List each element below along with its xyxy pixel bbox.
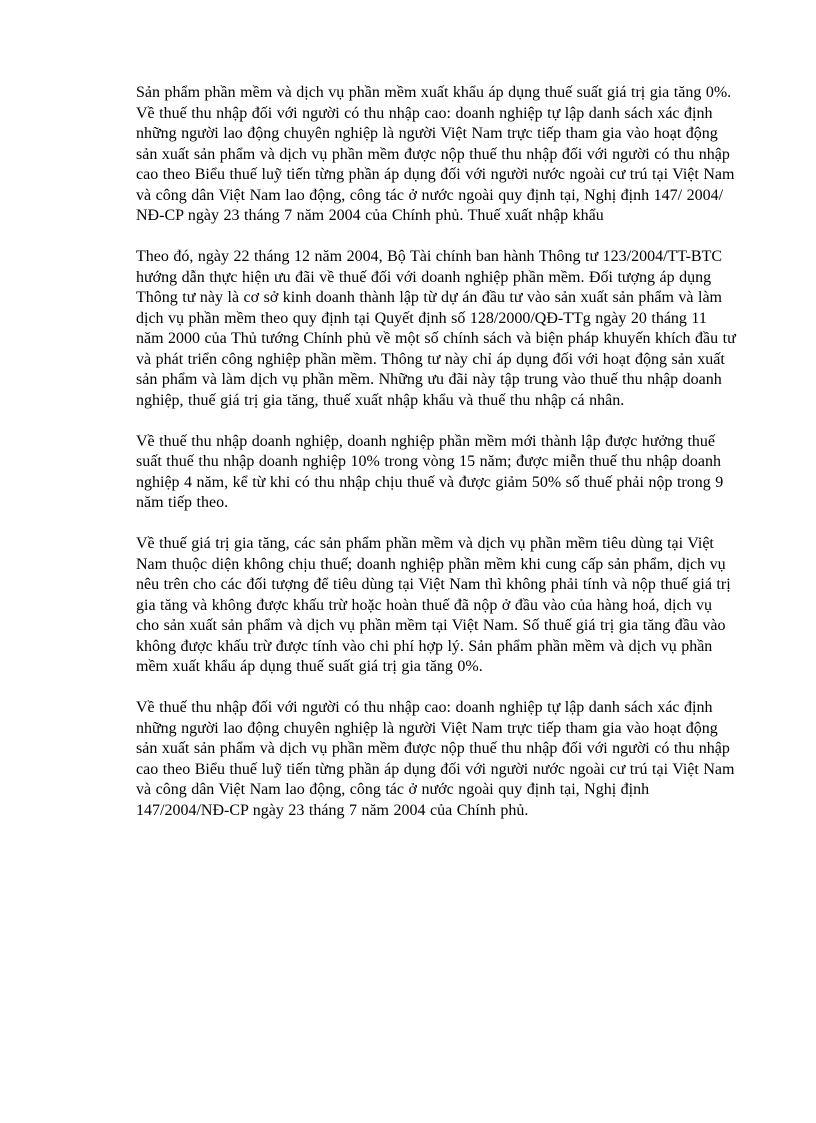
document-page	[136, 83, 736, 842]
paragraph-1: Sản phẩm phần mềm và dịch vụ phần mềm xuất khẩu áp dụng thuế suất giá trị gia tăng 0%. Về thuế thu nhập đối với người có thu nhập cao: doanh nghiệp tự lập danh sách xác định những người lao động chuyên nghiệp là người Việt Nam trực tiếp tham gia vào hoạt động sản xuất sản phẩm và dịch vụ phần mềm được nộp thuế thu nhập đối với người có thu nhập cao theo Biểu thuế luỹ tiến từng phần áp dụng đối với người nước ngoài cư trú tại Việt Nam và công dân Việt Nam lao động, công tác ở nước ngoài quy định tại, Nghị định 147/ 2004/ NĐ-CP ngày 23 tháng 7 năm 2004 của Chính phủ. Thuế xuất nhập khẩu	[136, 84, 735, 224]
paragraph-4: Về thuế giá trị gia tăng, các sản phẩm phần mềm và dịch vụ phần mềm tiêu dùng tại Việt Nam thuộc diện không chịu thuế; doanh nghiệp phần mềm khi cung cấp sản phẩm, dịch vụ nêu trên cho các đối tượng để tiêu dùng tại Việt Nam thì không phải tính và nộp thuế giá trị gia tăng và không được khấu trừ hoặc hoàn thuế đã nộp ở đầu vào của hàng hoá, dịch vụ cho sản xuất sản phẩm và dịch vụ phần mềm tại Việt Nam. Số thuế giá trị gia tăng đầu vào không được khấu trừ được tính vào chi phí hợp lý. Sản phẩm phần mềm và dịch vụ phần mềm xuất khẩu áp dụng thuế suất giá trị gia tăng 0%.	[136, 535, 731, 675]
paragraph-2: Theo đó, ngày 22 tháng 12 năm 2004, Bộ Tài chính ban hành Thông tư 123/2004/TT-BTC hướng dẫn thực hiện ưu đãi về thuế đối với doanh nghiệp phần mềm. Đối tượng áp dụng Thông tư này là cơ sở kinh doanh thành lập từ dự án đầu tư vào sản xuất sản phẩm và làm dịch vụ phần mềm theo quy định tại Quyết định số 128/2000/QĐ-TTg ngày 20 tháng 11 năm 2000 của Thủ tướng Chính phủ về một số chính sách và biện pháp khuyến khích đầu tư và phát triển công nghiệp phần mềm. Thông tư này chỉ áp dụng đối với hoạt động sản xuất sản phẩm và làm dịch vụ phần mềm. Những ưu đãi này tập trung vào thuế thu nhập doanh nghiệp, thuế giá trị gia tăng, thuế xuất nhập khẩu và thuế thu nhập cá nhân.	[136, 248, 736, 409]
paragraph-5: Về thuế thu nhập đối với người có thu nhập cao: doanh nghiệp tự lập danh sách xác định những người lao động chuyên nghiệp là người Việt Nam trực tiếp tham gia vào hoạt động sản xuất sản phẩm và dịch vụ phần mềm được nộp thuế thu nhập đối với người có thu nhập cao theo Biểu thuế luỹ tiến từng phần áp dụng đối với người nước ngoài cư trú tại Việt Nam và công dân Việt Nam lao động, công tác ở nước ngoài quy định tại, Nghị định 147/2004/NĐ-CP ngày 23 tháng 7 năm 2004 của Chính phủ.	[136, 699, 735, 819]
paragraph-3: Về thuế thu nhập doanh nghiệp, doanh nghiệp phần mềm mới thành lập được hưởng thuế suất thuế thu nhập doanh nghiệp 10% trong vòng 15 năm; được miễn thuế thu nhập doanh nghiệp 4 năm, kể từ khi có thu nhập chịu thuế và được giảm 50% số thuế phải nộp trong 9 năm tiếp theo.	[136, 432, 724, 511]
